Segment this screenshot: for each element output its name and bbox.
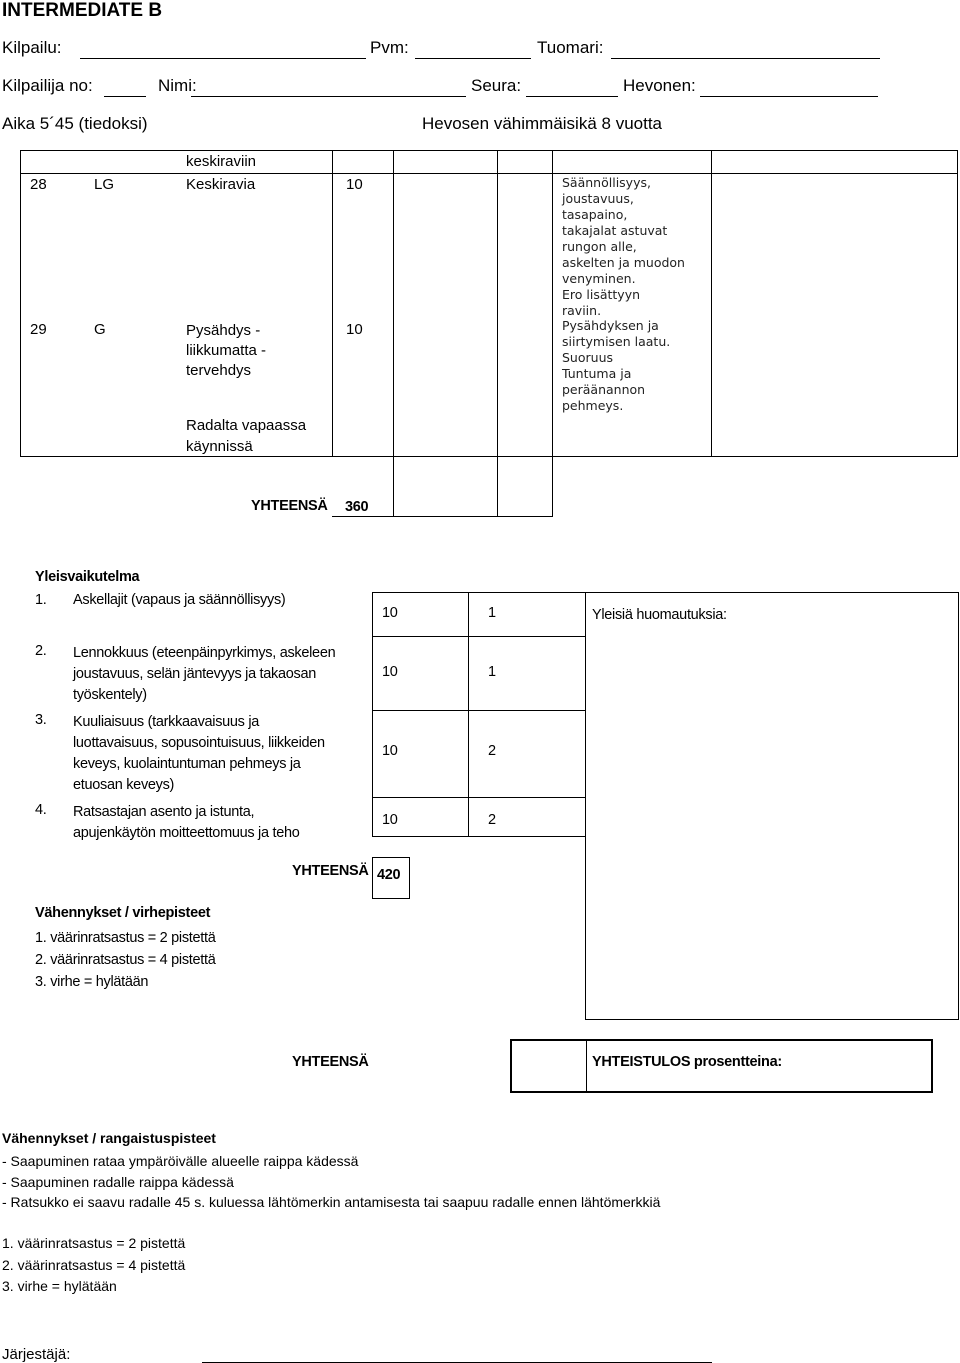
tuomari-label: Tuomari: xyxy=(537,38,604,57)
tuomari-field[interactable] xyxy=(611,58,880,59)
remarks-label: Yleisiä huomautuksia: xyxy=(592,607,727,623)
kilpailija-no-field[interactable] xyxy=(104,96,146,97)
result-label: YHTEISTULOS prosentteina: xyxy=(592,1054,782,1070)
row28-max: 10 xyxy=(346,176,363,193)
collective-item-4-num: 4. xyxy=(35,802,47,818)
collective-item-1-max: 10 xyxy=(382,605,398,621)
collective-item-3-num: 3. xyxy=(35,712,47,728)
row0-exercise: keskiraviin xyxy=(186,153,257,170)
collective-item-4-coef: 2 xyxy=(488,812,496,828)
deductions-heading: Vähennykset / virhepisteet xyxy=(35,905,211,921)
collective-heading: Yleisvaikutelma xyxy=(35,569,140,585)
organizer-label: Järjestäjä: xyxy=(2,1346,71,1363)
kilpailija-no-label: Kilpailija no: xyxy=(2,76,93,95)
collective-item-1-num: 1. xyxy=(35,592,47,608)
movements-total-value: 360 xyxy=(345,499,369,515)
summary-total-label: YHTEENSÄ xyxy=(292,1054,369,1070)
collective-item-2-text: Lennokkuus (eteenpäinpyrkimys, askeleen joustavuus, selän jäntevyys ja takaosan työskentely) xyxy=(73,645,336,703)
kilpailu-field[interactable] xyxy=(80,58,366,59)
row29-criteria: Pysähdyksen ja siirtymisen laatu. Suoruus Tuntuma ja peräänannon pehmeys. xyxy=(562,318,671,413)
penalties-heading: Vähennykset / rangaistuspisteet xyxy=(2,1130,216,1146)
collective-total-value: 420 xyxy=(377,867,401,883)
row29-max: 10 xyxy=(346,321,363,338)
penalties-scale: 1. väärinratsastus = 2 pistettä 2. väärinratsastus = 4 pistettä 3. virhe = hylätään xyxy=(2,1235,186,1294)
collective-item-4-text: Ratsastajan asento ja istunta, apujenkäytön moitteettomuus ja teho xyxy=(73,804,300,841)
pvm-label: Pvm: xyxy=(370,38,409,57)
collective-item-3-text: Kuuliaisuus (tarkkaavaisuus ja luottavaisuus, sopusointuisuus, liikkeiden keveys, kuolaintuntuman pehmeys ja etuosan keveys) xyxy=(73,714,325,793)
movements-total-label: YHTEENSÄ xyxy=(251,498,328,514)
seura-field[interactable] xyxy=(526,96,618,97)
collective-item-1-coef: 1 xyxy=(488,605,496,621)
aika-label: Aika 5´45 (tiedoksi) xyxy=(2,114,148,133)
deductions-list: 1. väärinratsastus = 2 pistettä 2. väärinratsastus = 4 pistettä 3. virhe = hylätään xyxy=(35,930,216,990)
row28-number: 28 xyxy=(30,176,47,193)
collective-item-1-text: Askellajit (vapaus ja säännöllisyys) xyxy=(73,592,286,608)
collective-item-3-max: 10 xyxy=(382,743,398,759)
nimi-label: Nimi: xyxy=(158,76,197,95)
pvm-field[interactable] xyxy=(415,58,531,59)
hevonen-field[interactable] xyxy=(700,96,878,97)
collective-item-4-max: 10 xyxy=(382,812,398,828)
kilpailu-label: Kilpailu: xyxy=(2,38,62,57)
row29-number: 29 xyxy=(30,321,47,338)
row28-criteria: Säännöllisyys, joustavuus, tasapaino, takajalat astuvat rungon alle, askelten ja muodon venyminen. Ero lisättyyn raviin. xyxy=(562,175,685,318)
collective-total-label: YHTEENSÄ xyxy=(292,863,369,879)
ika-label: Hevosen vähimmäisikä 8 vuotta xyxy=(422,114,663,133)
collective-item-2-num: 2. xyxy=(35,643,47,659)
seura-label: Seura: xyxy=(471,76,522,95)
hevonen-label: Hevonen: xyxy=(623,76,696,95)
row28-exercise: Keskiravia xyxy=(186,176,256,193)
nimi-field[interactable] xyxy=(191,96,466,97)
row29-exercise-extra: Radalta vapaassa käynnissä xyxy=(186,417,307,455)
row29-letter: G xyxy=(94,321,106,338)
page-title: INTERMEDIATE B xyxy=(2,0,163,21)
collective-item-3-coef: 2 xyxy=(488,743,496,759)
row29-exercise: Pysähdys - liikkumatta - tervehdys xyxy=(186,322,267,379)
row28-letter: LG xyxy=(94,176,115,193)
collective-item-2-coef: 1 xyxy=(488,664,496,680)
collective-item-2-max: 10 xyxy=(382,664,398,680)
penalties-list: - Saapuminen rataa ympäröivälle alueelle raippa kädessä - Saapuminen radalle raippa kädessä - Ratsukko ei saavu radalle 45 s. kuluessa lähtömerkin antamisesta tai saapuu radalle ennen lähtömerkkiä xyxy=(2,1153,661,1210)
